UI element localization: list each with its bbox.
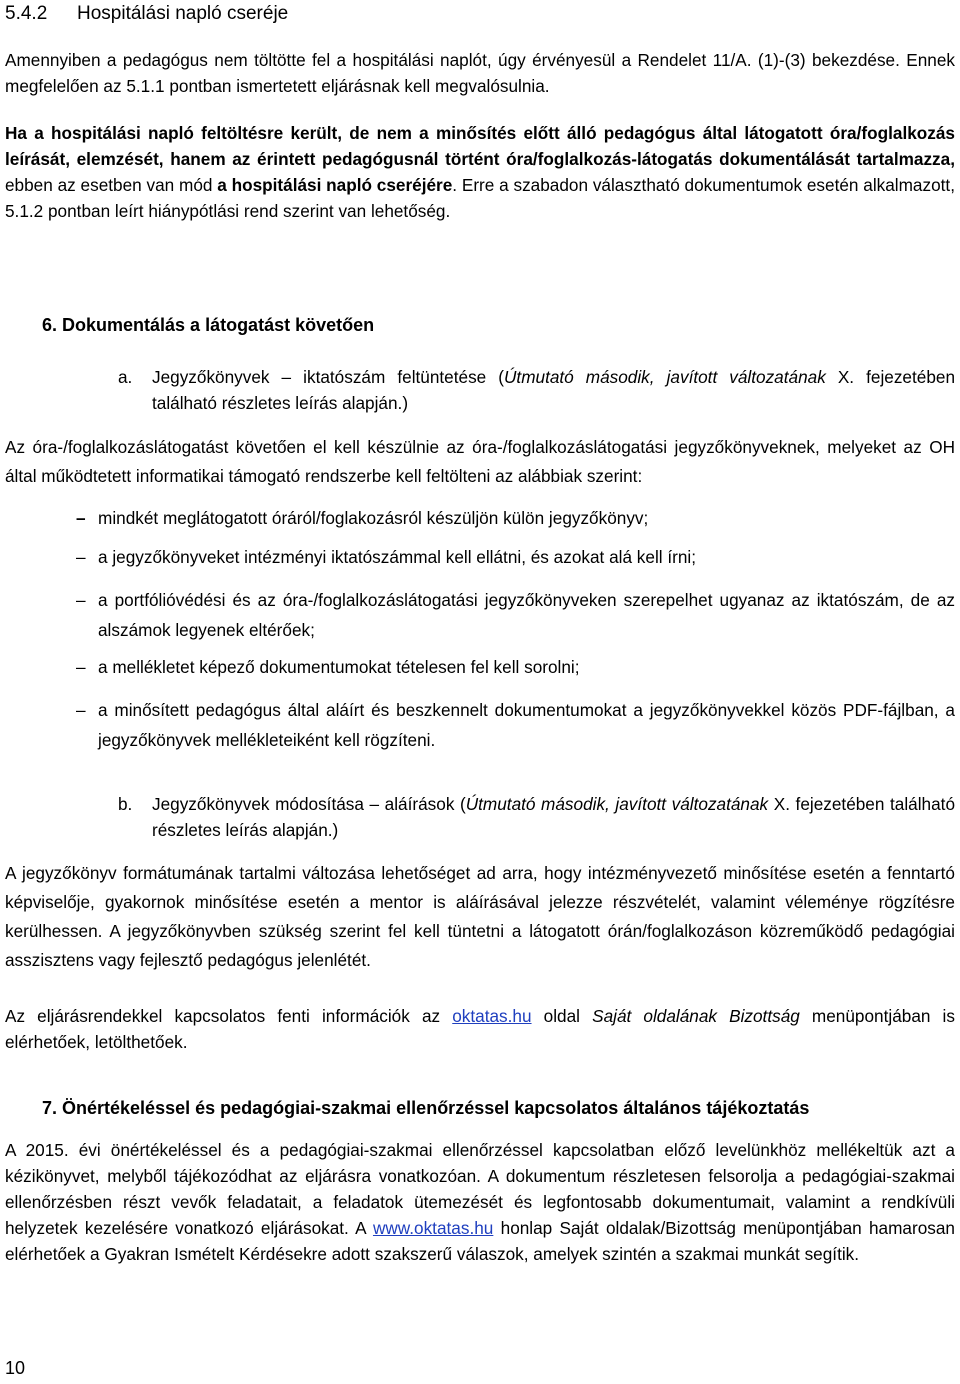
- page-number: 10: [5, 1358, 26, 1378]
- list-item: – a minősített pedagógus által aláírt és beszkennelt dokumentumokat a jegyzőkönyvekkel közös PDF-fájlban, a jegyzőkönyvek mellékleteiként kell rögzíteni.: [76, 700, 955, 750]
- paragraph-signatures: A jegyzőkönyv formátumának tartalmi változása lehetőséget ad arra, hogy intézményvezető minősítése esetén a fenntartó képviselője, gyakornok minősítése esetén a mentor is aláírásával jelezze részvételét, valamint véleménye rögzítésre kerülhessen. A jegyzőkönyvben szükség szerint fel kell tüntetni a látogatott órán/foglalkozáson közreműködő pedagógiai asszisztens vagy fejlesztő pedagógus jelenlétét.: [5, 863, 955, 970]
- list-item: – a mellékletet képező dokumentumokat tételesen fel kell sorolni;: [76, 657, 580, 677]
- section-heading-7: 7. Önértékeléssel és pedagógiai-szakmai ellenőrzéssel kapcsolatos általános tájékoztatás: [42, 1098, 810, 1118]
- section-heading-5-4-2: [5, 2, 288, 26]
- paragraph-records-intro: Az óra-/foglalkozáslátogatást követően el kell készülnie az óra-/foglalkozáslátogatási jegyzőkönyveknek, melyeket az OH által működtetett informatikai támogató rendszerbe kell feltölteni az alábbiak szerint:: [5, 437, 955, 486]
- section-title: Hospitálási napló cseréje: [77, 3, 289, 24]
- paragraph-no-upload: Amennyiben a pedagógus nem töltötte fel a hospitálási naplót, úgy érvényesül a Rendelet 11/A. (1)-(3) bekezdése. Ennek megfelelően az 5.1.1 pontban ismertetett eljárásnak kell megvalósulnia.: [5, 50, 955, 96]
- paragraph-self-evaluation: A 2015. évi önértékeléssel és a pedagógiai-szakmai ellenőrzéssel kapcsolatban előző levelünkhöz mellékeltük azt a kézikönyvet, melyből tájékozódhat az eljárásra vonatkozóan. A dokumentum részletesen felsorolja a pedagógiai-szakmai ellenőrzésben részt vevők feladatait, a feladatok ütemezését és legfontosabb dokumentumait, valamint a rendkívüli helyzetek kezelésére vonatkozó eljárásokat. A www.oktatas.hu honlap Saját oldalak/Bizottság menüpontjában hamarosan elérhetőek a Gyakran Ismételt Kérdésekre adott szakszerű válaszok, amelyek szintén a szakmai munkát segítik.: [5, 1140, 955, 1264]
- www-oktatas-link[interactable]: www.oktatas.hu: [372, 1218, 494, 1238]
- list-item: – mindkét meglátogatott óráról/foglakozásról készüljön külön jegyzőkönyv;: [76, 508, 649, 528]
- list-item: – a jegyzőkönyveket intézményi iktatószámmal kell ellátni, és azokat alá kell írni;: [76, 547, 697, 567]
- paragraph-procedures-link: Az eljárásrendekkel kapcsolatos fenti információk az oktatas.hu oldal Saját oldalának Bizottság menüpontjában is elérhetőek, letölthetőek.: [5, 1006, 955, 1052]
- section-number: 5.4.2: [5, 3, 48, 24]
- section-heading-6: 6. Dokumentálás a látogatást követően: [42, 315, 375, 335]
- oktatas-link[interactable]: oktatas.hu: [452, 1006, 532, 1026]
- paragraph-swap-log: Ha a hospitálási napló feltöltésre került, de nem a minősítés előtt álló pedagógus által látogatott óra/foglalkozás leírását, elemzését, hanem az érintett pedagógusnál történt óra/foglalkozás-látogatás dokumentálását tartalmazza, ebben az esetben van mód a hospitálási napló cseréjére. Erre a szabadon választható dokumentumok esetén alkalmazott, 5.1.2 pontban leírt hiánypótlási rend szerint van lehetőség.: [5, 123, 955, 221]
- subsection-a: a. Jegyzőkönyvek – iktatószám feltüntetése (Útmutató második, javított változatának X. fejezetében található részletes leírás alapján.): [118, 367, 956, 413]
- subsection-b: b. Jegyzőkönyvek módosítása – aláírások (Útmutató második, javított változatának X. fejezetében található részletes leírás alapján.): [118, 794, 955, 840]
- list-item: – a portfólióvédési és az óra-/foglalkozáslátogatási jegyzőkönyveken szerepelhet ugyanaz az iktatószám, de az alszámok legyenek eltérőek;: [76, 590, 955, 640]
